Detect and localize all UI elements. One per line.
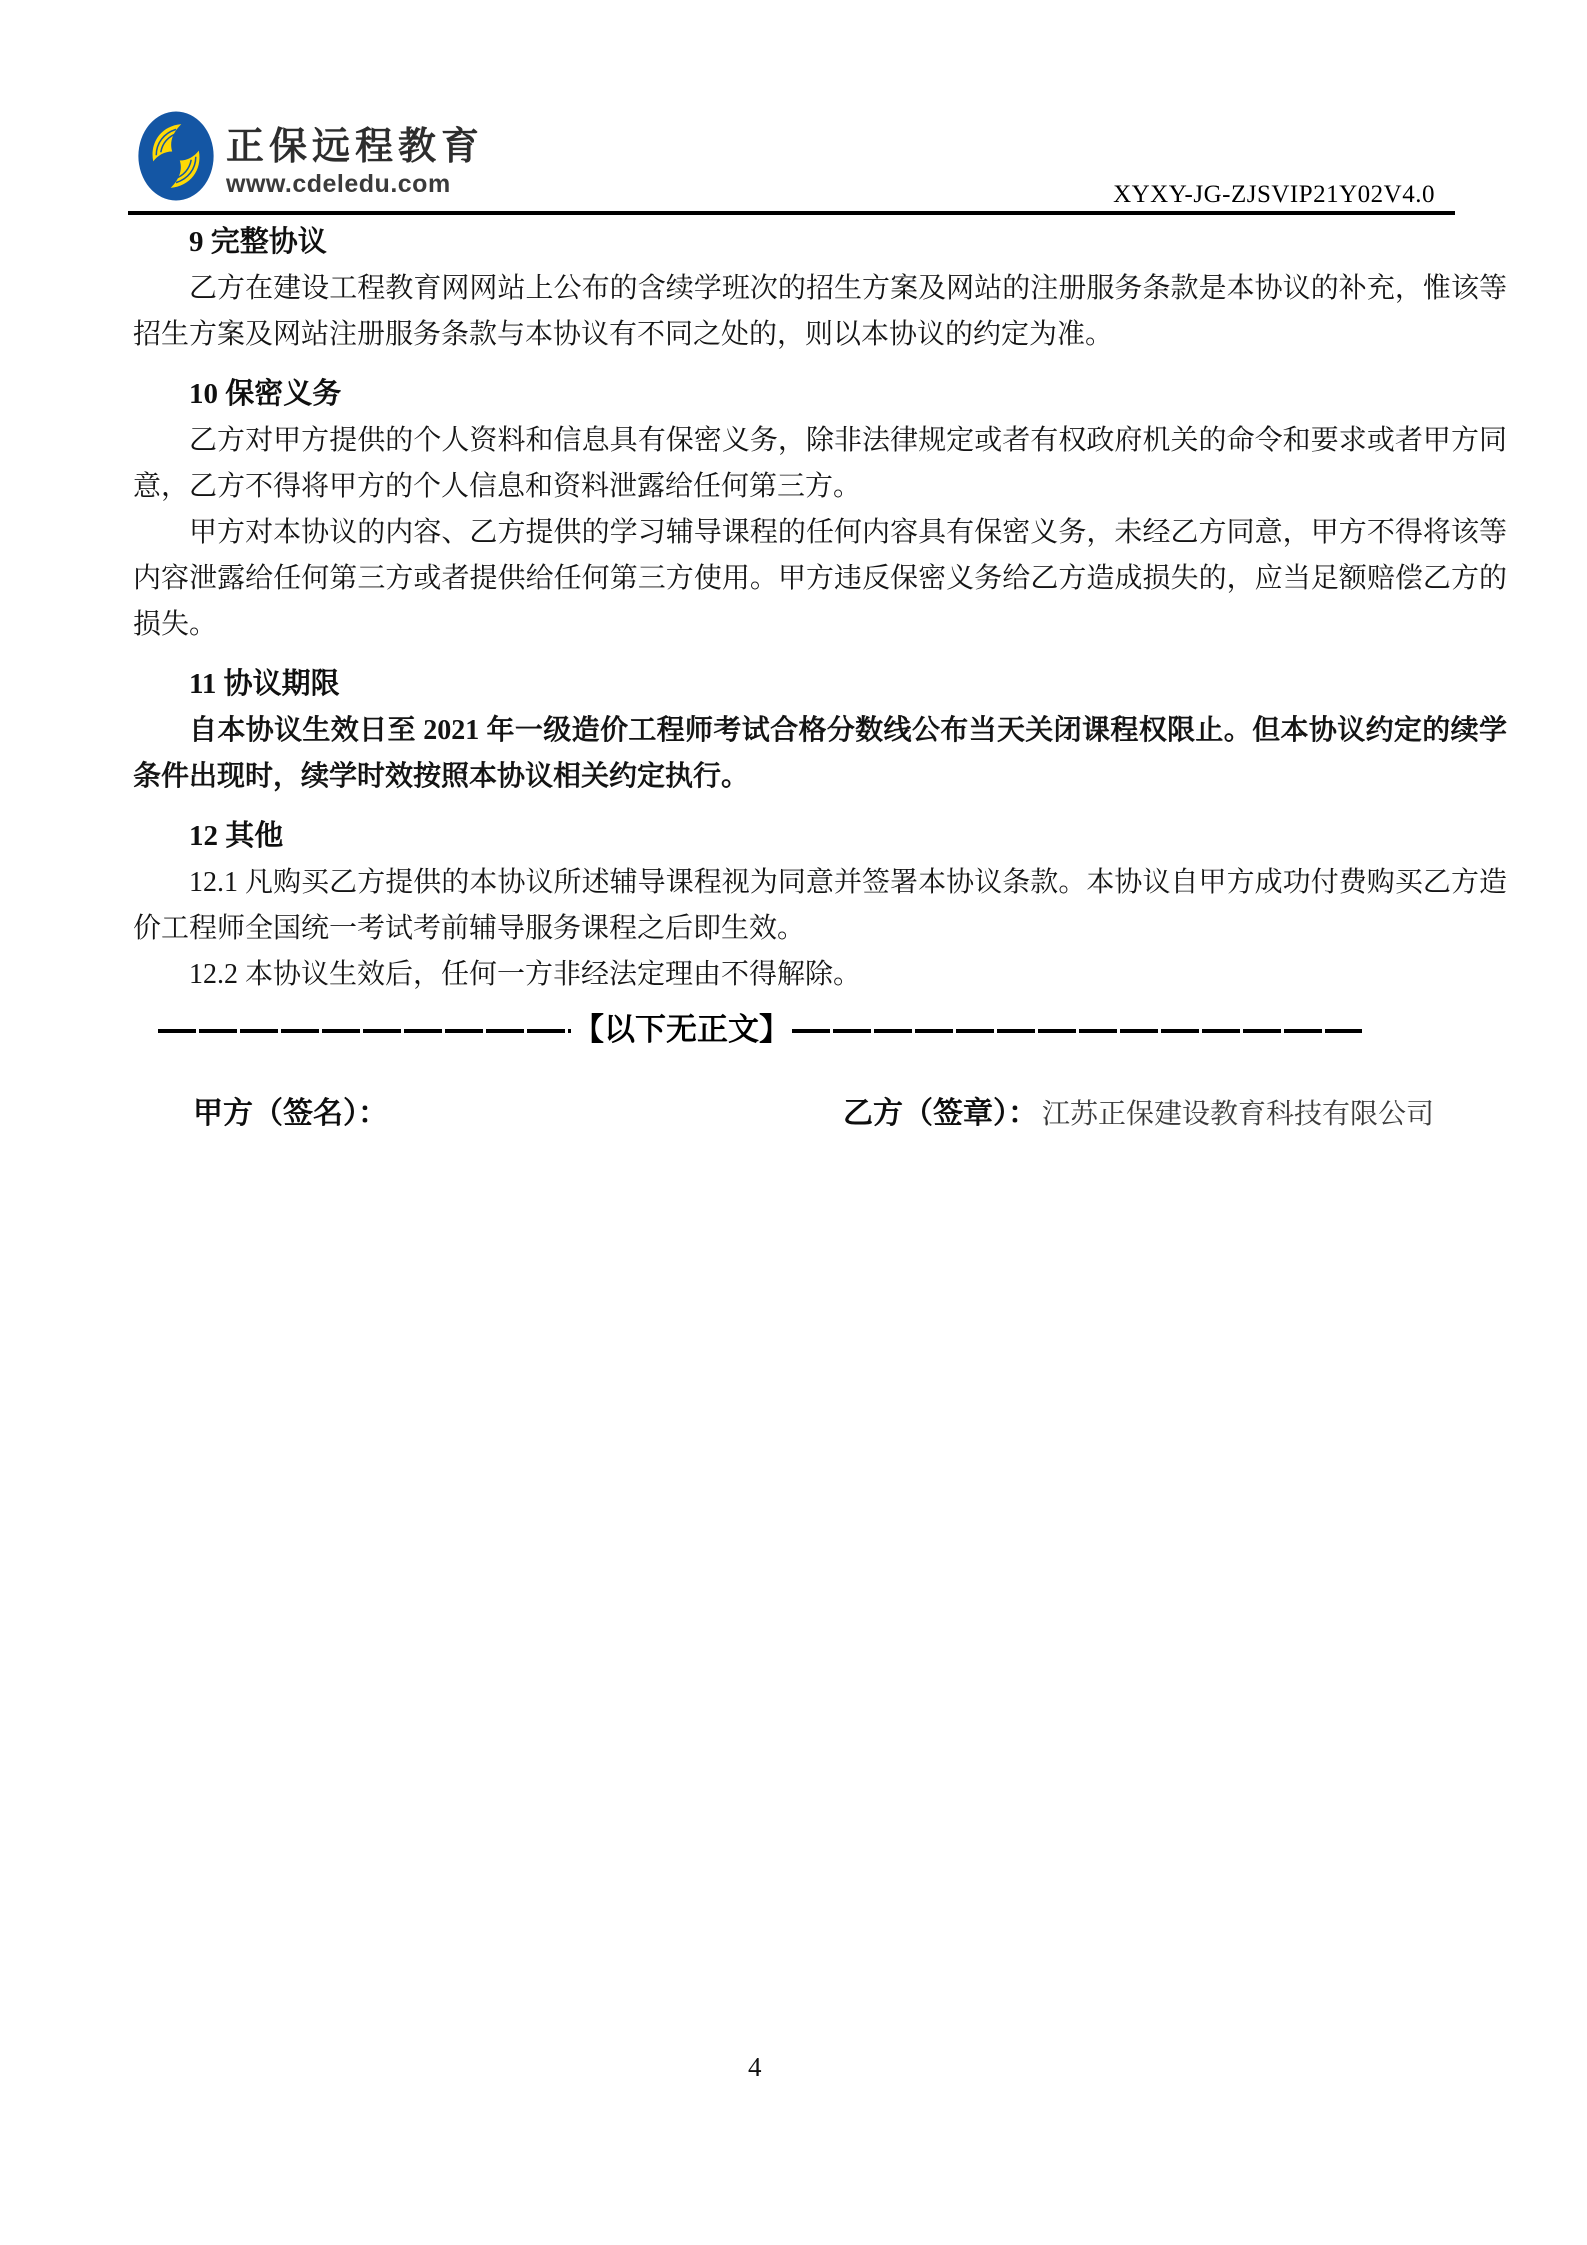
document-code: XYXY-JG-ZJSVIP21Y02V4.0: [1113, 181, 1435, 208]
party-a-signature-label: 甲方（签名）：: [193, 1097, 388, 1130]
logo-swirl-icon: [138, 111, 214, 201]
end-of-text-label: 【以下无正文】: [573, 1012, 790, 1047]
section-9-paragraph: 乙方在建设工程教育网网站上公布的含续学班次的招生方案及网站的注册服务条款是本协议的补充，惟该等招生方案及网站注册服务条款与本协议有不同之处的，则以本协议的约定为准。: [133, 273, 1507, 350]
company-logo: [138, 111, 484, 201]
section-10-paragraph-1: 乙方对甲方提供的个人资料和信息具有保密义务，除非法律规定或者有权政府机关的命令和要求或者甲方同意，乙方不得将甲方的个人信息和资料泄露给任何第三方。: [133, 425, 1507, 502]
section-10-heading: 10 保密义务: [189, 378, 342, 410]
logo-url: www.cdeledu.com: [226, 170, 451, 198]
party-b-company-name: 江苏正保建设教育科技有限公司: [1042, 1099, 1435, 1130]
contract-body: [133, 214, 1507, 1138]
section-10-paragraph-2: 甲方对本协议的内容、乙方提供的学习辅导课程的任何内容具有保密义务，未经乙方同意，甲方不得将该等内容泄露给任何第三方或者提供给任何第三方使用。甲方违反保密义务给乙方造成损失的，应当足额赔偿乙方的损失。: [133, 517, 1507, 640]
section-9-heading: 9 完整协议: [189, 226, 327, 258]
logo-text: [226, 125, 484, 201]
section-12-paragraph-2: 12.2 本协议生效后，任何一方非经法定理由不得解除。: [189, 959, 862, 990]
divider-dash-right: [792, 1029, 1362, 1033]
section-12-paragraph-1: 12.1 凡购买乙方提供的本协议所述辅导课程视为同意并签署本协议条款。本协议自甲方成功付费购买乙方造价工程师全国统一考试考前辅导服务课程之后即生效。: [133, 867, 1507, 944]
logo-title: 正保远程教育: [226, 126, 485, 168]
party-b-signature-label: 乙方（签章）：: [843, 1097, 1038, 1130]
section-12-heading: 12 其他: [189, 820, 284, 852]
party-b-signature: [843, 1088, 1434, 1132]
page-header: [128, 0, 1455, 215]
end-of-text-divider: [158, 1008, 1362, 1052]
signature-row: [133, 1088, 1507, 1138]
section-11-paragraph: 自本协议生效日至 2021 年一级造价工程师考试合格分数线公布当天关闭课程权限止。但本协议约定的续学条件出现时，续学时效按照本协议相关约定执行。: [133, 715, 1507, 792]
section-11-heading: 11 协议期限: [189, 668, 340, 700]
page-number: 4: [748, 2052, 762, 2082]
divider-dash-left: [158, 1029, 571, 1033]
